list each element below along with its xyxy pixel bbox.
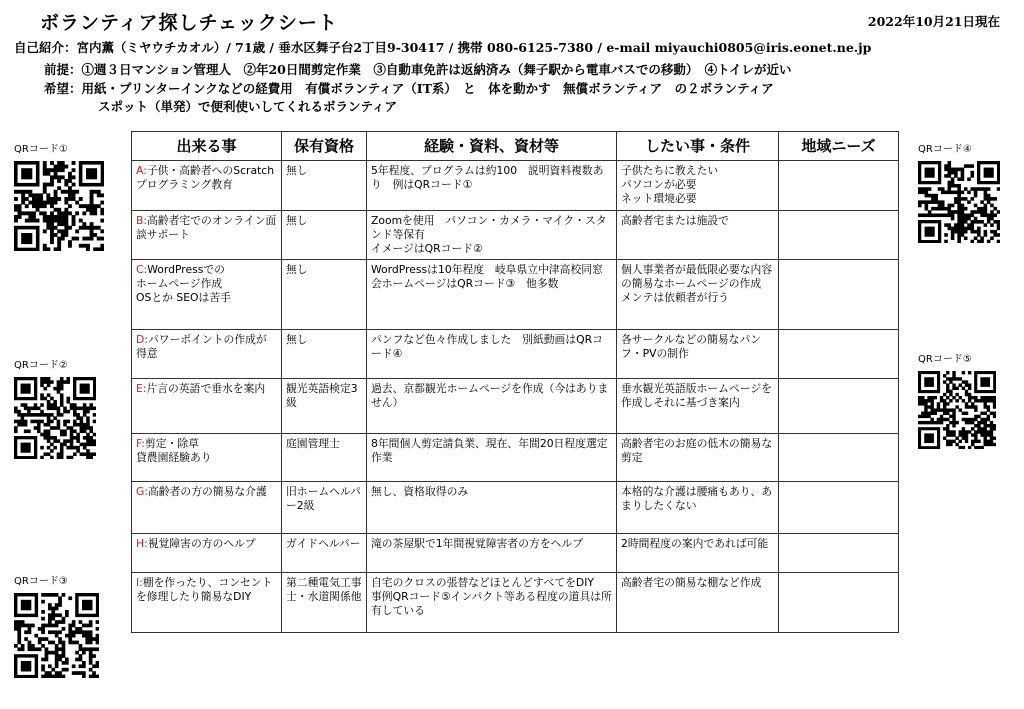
cell-wish: 各サークルなどの簡易なパンフ・PVの制作 (617, 330, 779, 379)
cell-qualification: 第二種電気工事士・水道関係他 (282, 573, 367, 633)
table-row (132, 573, 899, 633)
cell-needs (779, 379, 899, 434)
cell-wish: 垂水観光英語版ホームページを作成しそれに基づき案内 (617, 379, 779, 434)
can-do-text: 高齢者の方の簡易な介護 (148, 485, 267, 498)
row-letter: A: (136, 164, 147, 177)
cell-experience: パンフなど色々作成しました 別紙動画はQRコード④ (367, 330, 617, 379)
cell-can-do (132, 330, 282, 379)
cell-needs (779, 161, 899, 211)
qr-code-icon (14, 377, 96, 459)
cell-experience: 無し、資格取得のみ (367, 482, 617, 534)
qr-label: QRコード④ (918, 144, 972, 155)
qr-label: QRコード② (14, 360, 68, 371)
cell-needs (779, 534, 899, 573)
qr-block-4 (918, 140, 1000, 243)
cell-needs (779, 482, 899, 534)
qr-block-1 (14, 140, 104, 251)
table-row (132, 434, 899, 482)
row-letter: G: (136, 485, 149, 498)
cell-can-do (132, 482, 282, 534)
cell-wish: 個人事業者が最低限必要な内容の簡易なホームページの作成 メンテは依頼者が行う (617, 260, 779, 330)
header-qualification: 保有資格 (282, 132, 367, 161)
table-row (132, 330, 899, 379)
cell-wish: 2時間程度の案内であれば可能 (617, 534, 779, 573)
table-row (132, 482, 899, 534)
cell-qualification: 庭園管理士 (282, 434, 367, 482)
cell-needs (779, 573, 899, 633)
cell-experience: 5年程度、プログラムは約100 説明資料複数あり 例はQRコード① (367, 161, 617, 211)
cell-experience: 自宅のクロスの張替などほとんどすべてをDIY 事例QRコード⑤インパクト等ある程度の道具は所有している (367, 573, 617, 633)
row-letter: I: (136, 576, 143, 589)
table-row (132, 161, 899, 211)
table-row (132, 379, 899, 434)
cell-experience: 8年間個人剪定請負業、現在、年間20日程度選定作業 (367, 434, 617, 482)
cell-qualification: ガイドヘルパー (282, 534, 367, 573)
qr-code-icon (14, 593, 99, 678)
row-letter: H: (136, 537, 148, 550)
row-letter: E: (136, 382, 147, 395)
cell-qualification: 観光英語検定3級 (282, 379, 367, 434)
row-letter: B: (136, 214, 148, 227)
table-header-row (132, 132, 899, 161)
cell-can-do (132, 434, 282, 482)
cell-wish: 高齢者宅の簡易な棚など作成 (617, 573, 779, 633)
qr-label: QRコード③ (14, 576, 68, 587)
qr-label: QRコード① (14, 144, 68, 155)
can-do-text: 子供・高齢者へのScratchプログラミング教育 (136, 164, 275, 191)
cell-wish: 高齢者宅のお庭の低木の簡易な剪定 (617, 434, 779, 482)
page-title: ボランティア探しチェックシート (40, 12, 338, 34)
cell-can-do (132, 161, 282, 211)
cell-needs (779, 211, 899, 260)
cell-experience: WordPressは10年程度 岐阜県立中津高校同窓会ホームページはQRコード③ 他多数 (367, 260, 617, 330)
can-do-text: WordPressでの ホームページ作成 OSとか SEOは苦手 (136, 263, 231, 304)
header-needs: 地域ニーズ (779, 132, 899, 161)
hope-line-1: 希望：用紙・プリンターインクなどの経費用 有償ボランティア（IT系） と 体を動かす 無償ボランティア の２ボランティア (44, 81, 774, 96)
qr-code-icon (918, 371, 996, 449)
qr-code-icon (918, 161, 1000, 243)
cell-needs (779, 434, 899, 482)
cell-qualification: 無し (282, 211, 367, 260)
self-introduction: 自己紹介：宮内薫（ミヤウチカオル）/ 71歳 / 垂水区舞子台2丁目9-30417 / 携帯 080-6125-7380 / e-mail miyauchi0805@iris.eonet.ne.jp (14, 40, 872, 55)
qr-code-icon (14, 161, 104, 251)
row-letter: F: (136, 437, 146, 450)
header-experience: 経験・資料、資材等 (367, 132, 617, 161)
qr-block-3 (14, 572, 99, 678)
cell-qualification: 旧ホームヘルパー2級 (282, 482, 367, 534)
cell-qualification: 無し (282, 260, 367, 330)
cell-experience: 滝の茶屋駅で1年間視覚障害者の方をヘルプ (367, 534, 617, 573)
date-label: 2022年10月21日現在 (867, 14, 1000, 29)
volunteer-table (131, 131, 899, 633)
qr-label: QRコード⑤ (918, 354, 972, 365)
row-letter: C: (136, 263, 148, 276)
cell-can-do (132, 260, 282, 330)
row-letter: D: (136, 333, 148, 346)
can-do-text: 片言の英語で垂水を案内 (146, 382, 266, 395)
table-row (132, 534, 899, 573)
can-do-text: 棚を作ったり、コンセントを修理したり簡易なDIY (136, 576, 273, 603)
hope-line-2: スポット（単発）で便利使いしてくれるボランティア (98, 99, 398, 114)
can-do-text: パワーポイントの作成が得意 (136, 333, 267, 360)
table-row (132, 260, 899, 330)
table-row (132, 211, 899, 260)
cell-can-do (132, 211, 282, 260)
header-wish: したい事・条件 (617, 132, 779, 161)
header-can-do: 出来る事 (132, 132, 282, 161)
cell-experience: Zoomを使用 パソコン・カメラ・マイク・スタンド等保有 イメージはQRコード② (367, 211, 617, 260)
cell-wish: 本格的な介護は腰痛もあり、あまりしたくない (617, 482, 779, 534)
cell-wish: 高齢者宅または施設で (617, 211, 779, 260)
can-do-text: 高齢者宅でのオンライン面談サポート (136, 214, 277, 241)
can-do-text: 剪定・除草 貸農園経験あり (136, 437, 212, 464)
cell-can-do (132, 534, 282, 573)
premise-line: 前提：①週３日マンション管理人 ②年20日間剪定作業 ③自動車免許は返納済み（舞子駅から電車バスでの移動） ④トイレが近い (44, 62, 792, 77)
qr-block-2 (14, 356, 96, 459)
qr-block-5 (918, 350, 996, 449)
can-do-text: 視覚障害の方のヘルプ (147, 537, 256, 550)
cell-qualification: 無し (282, 330, 367, 379)
cell-can-do (132, 379, 282, 434)
cell-wish: 子供たちに教えたい パソコンが必要 ネット環境必要 (617, 161, 779, 211)
cell-can-do (132, 573, 282, 633)
cell-experience: 過去、京都観光ホームページを作成（今はありません） (367, 379, 617, 434)
cell-qualification: 無し (282, 161, 367, 211)
cell-needs (779, 330, 899, 379)
cell-needs (779, 260, 899, 330)
